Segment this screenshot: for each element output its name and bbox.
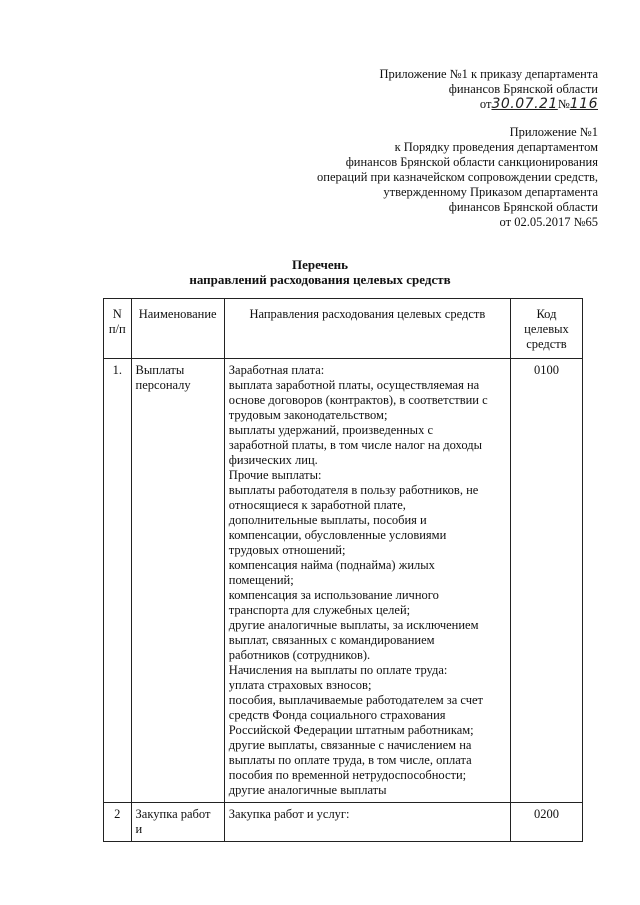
header2-line: Приложение №1 xyxy=(509,125,598,139)
header2-line: утвержденному Приказом департамента xyxy=(383,185,598,199)
table-header-row xyxy=(104,299,583,359)
header2-line: операций при казначейском сопровождении средств, xyxy=(317,170,598,184)
header-num: N п/п xyxy=(104,299,132,359)
row-directions: Заработная плата: выплата заработной платы, осуществляемая на основе договоров (контрактов), в соответствии с трудовым законодательством; выплаты удержаний, произведенных с заработной платы, в том числе налог на доходы физических лиц. Прочие выплаты: выплаты работодателя в пользу работников, не относящиеся к заработной плате, дополнительные выплаты, пособия и компенсации, обусловленные условиями трудовых отношений; компенсация найма (поднайма) жилых помещений; компенсация за использование личного транспорта для служебных целей; другие аналогичные выплаты, за исключением выплат, связанных с командированием работников (сотрудников). Начисления на выплаты по оплате труда: уплата страховых взносов; пособия, выплачиваемые работодателем за счет средств Фонда социального страхования Российской Федерации штатным работникам; другие выплаты, связанные с начислением на выплаты по оплате труда, в том числе, оплата пособия по временной нетрудоспособности; другие аналогичные выплаты xyxy=(224,359,510,803)
row-name: Выплаты персоналу xyxy=(131,359,224,803)
order-appendix-header xyxy=(298,67,598,112)
row-name: Закупка работ и xyxy=(131,803,224,842)
table-row xyxy=(104,359,583,803)
date-prefix: от xyxy=(479,97,492,111)
table-row xyxy=(104,803,583,842)
handwritten-date: 30.07.21 xyxy=(491,96,558,112)
header2-line: финансов Брянской области xyxy=(448,200,598,214)
header2-line: от 02.05.2017 №65 xyxy=(499,215,598,229)
header2-line: к Порядку проведения департаментом xyxy=(394,140,598,154)
header-directions: Направления расходования целевых средств xyxy=(224,299,510,359)
row-code: 0200 xyxy=(510,803,582,842)
title-line2: направлений расходования целевых средств xyxy=(189,272,451,287)
header1-date-line xyxy=(298,97,598,112)
row-num: 2 xyxy=(104,803,132,842)
header1-line1: Приложение №1 к приказу департамента xyxy=(379,67,598,81)
row-num: 1. xyxy=(104,359,132,803)
header2-line: финансов Брянской области санкционирования xyxy=(345,155,598,169)
row-code: 0100 xyxy=(510,359,582,803)
number-sign: № xyxy=(557,97,570,111)
header-name: Наименование xyxy=(131,299,224,359)
header-code: Код целевых средств xyxy=(510,299,582,359)
document-title xyxy=(0,257,640,287)
handwritten-number: 116 xyxy=(569,96,598,112)
row-directions: Закупка работ и услуг: xyxy=(224,803,510,842)
directions-table xyxy=(103,298,583,842)
procedure-appendix-header xyxy=(258,125,598,230)
header1-line2: финансов Брянской области xyxy=(448,82,598,96)
title-line1: Перечень xyxy=(291,257,349,272)
